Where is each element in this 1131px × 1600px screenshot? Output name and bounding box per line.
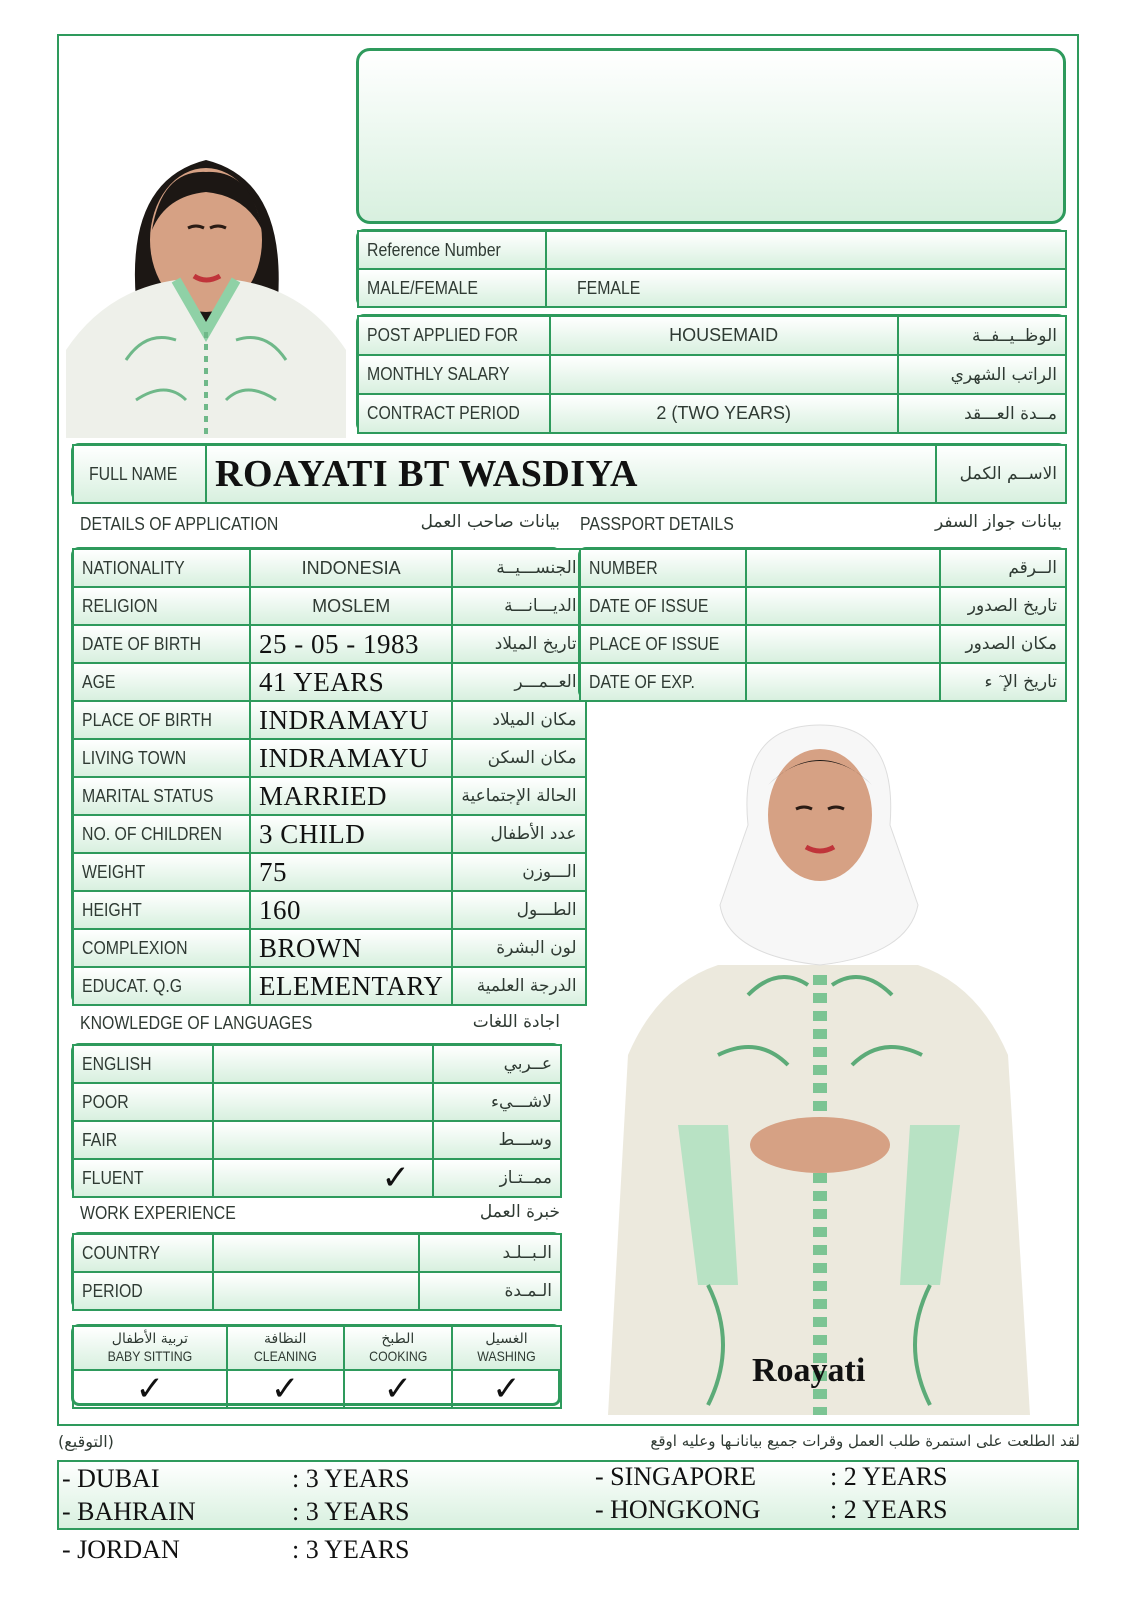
application-table <box>71 547 577 1004</box>
skill-check: ✓ <box>452 1370 561 1408</box>
language-arabic-text: ممــتـاز <box>499 1168 552 1188</box>
application-label-text: NO. OF CHILDREN <box>82 823 222 844</box>
application-value-text: INDRAMAYU <box>259 704 430 735</box>
passport-arabic <box>940 549 1066 587</box>
application-row <box>73 663 586 701</box>
language-check <box>213 1083 433 1121</box>
skill-arabic: الغسيل <box>485 1331 528 1347</box>
language-check <box>213 1045 433 1083</box>
reference-block <box>356 229 1066 307</box>
application-row <box>73 853 586 891</box>
application-value-text: BROWN <box>259 932 363 963</box>
application-arabic-text: الـــوزن <box>522 862 577 882</box>
skill-header <box>452 1326 561 1370</box>
full-body-photo <box>598 725 1040 1415</box>
skill-check: ✓ <box>73 1370 227 1408</box>
application-value-text: MARRIED <box>259 780 388 811</box>
application-value <box>250 777 452 815</box>
full-name-value: ROAYATI BT WASDIYA <box>206 445 936 503</box>
application-arabic <box>452 815 585 853</box>
language-check <box>213 1159 433 1197</box>
post-value: HOUSEMAID <box>550 316 898 355</box>
application-row <box>73 815 586 853</box>
work-row <box>73 1234 561 1272</box>
exp-country: - BAHRAIN <box>62 1497 196 1526</box>
application-value-text: 3 CHILD <box>259 818 366 849</box>
application-value-text: ELEMENTARY <box>259 970 444 1001</box>
language-label <box>73 1083 213 1121</box>
language-check-text: ✓ <box>381 1158 410 1198</box>
passport-label-text: NUMBER <box>589 557 658 578</box>
language-row <box>73 1083 561 1121</box>
skill-check: ✓ <box>344 1370 453 1408</box>
passport-value <box>746 625 940 663</box>
language-arabic <box>433 1121 561 1159</box>
work-label <box>73 1272 213 1310</box>
exp-country: - JORDAN <box>62 1535 180 1564</box>
passport-arabic <box>940 663 1066 701</box>
work-value <box>213 1272 419 1310</box>
application-label-text: DATE OF BIRTH <box>82 633 202 654</box>
passport-arabic <box>940 625 1066 663</box>
salary-value <box>550 355 898 394</box>
gender-label: MALE/FEMALE <box>367 277 478 298</box>
application-row <box>73 625 586 663</box>
application-arabic-text: لون البشرة <box>496 938 577 958</box>
post-arabic: الوظــيــفــة <box>898 316 1066 355</box>
application-label <box>73 777 250 815</box>
passport-arabic-text: مكان الصدور <box>965 634 1057 654</box>
passport-label <box>580 625 746 663</box>
work-arabic <box>419 1234 561 1272</box>
language-check <box>213 1121 433 1159</box>
exp-period: : 2 YEARS <box>830 1495 948 1524</box>
application-label <box>73 625 250 663</box>
application-arabic <box>452 967 585 1005</box>
passport-row <box>580 587 1066 625</box>
header-banner <box>356 48 1066 224</box>
application-arabic <box>452 625 585 663</box>
application-label-text: COMPLEXION <box>82 937 188 958</box>
application-row <box>73 549 586 587</box>
application-arabic <box>452 549 585 587</box>
application-arabic-text: الديـــانـــة <box>504 596 577 616</box>
skill-label: CLEANING <box>253 1348 317 1364</box>
application-arabic-text: الطـــول <box>516 900 577 920</box>
work-arabic-text: الـمـدة <box>504 1281 552 1301</box>
languages-table <box>71 1043 561 1198</box>
declaration-text: لقد الطلعت على استمرة طلب العمل وقرات جميع بيانانـها وعليه اوقع <box>650 1432 1080 1450</box>
passport-label-text: DATE OF EXP. <box>589 671 695 692</box>
gender-value: FEMALE <box>577 277 641 298</box>
passport-label <box>580 587 746 625</box>
application-arabic-text: الحالة الإجتماعية <box>461 786 577 806</box>
contract-arabic: مــدة العـــقد <box>898 394 1066 433</box>
gender-label-cell <box>358 269 546 307</box>
contract-label: CONTRACT PERIOD <box>367 403 520 423</box>
application-value <box>250 853 452 891</box>
application-label-text: NATIONALITY <box>82 557 185 578</box>
application-label-text: LIVING TOWN <box>82 747 187 768</box>
skills-table <box>71 1324 561 1409</box>
passport-title-arabic: بيانات جواز السفر <box>934 512 1062 532</box>
exp-period: : 2 YEARS <box>830 1462 948 1491</box>
work-arabic <box>419 1272 561 1310</box>
application-label <box>73 967 250 1005</box>
application-arabic-text: مكان الميلاد <box>492 710 577 730</box>
application-label <box>73 891 250 929</box>
languages-title-arabic: اجادة اللغات <box>472 1012 560 1032</box>
application-row <box>73 587 586 625</box>
application-title-arabic: بيانات صاحب العمل <box>420 512 560 532</box>
language-arabic <box>433 1045 561 1083</box>
application-arabic <box>452 929 585 967</box>
application-label <box>73 549 250 587</box>
work-label <box>73 1234 213 1272</box>
application-label-text: HEIGHT <box>82 899 142 920</box>
application-label <box>73 701 250 739</box>
post-block <box>356 314 1066 432</box>
application-title: DETAILS OF APPLICATION <box>80 514 279 534</box>
language-arabic-text: وســـط <box>498 1130 552 1150</box>
work-label-text: COUNTRY <box>82 1242 161 1263</box>
application-arabic-text: الدرجة العلمية <box>476 976 577 996</box>
application-label-text: WEIGHT <box>82 861 146 882</box>
application-row <box>73 701 586 739</box>
passport-label-text: DATE OF ISSUE <box>589 595 709 616</box>
passport-label-text: PLACE OF ISSUE <box>589 633 720 654</box>
application-value <box>250 587 452 625</box>
application-arabic-text: الجنســـيــة <box>496 558 577 578</box>
work-label-text: PERIOD <box>82 1280 143 1301</box>
skill-header <box>227 1326 344 1370</box>
language-label-text: FAIR <box>82 1129 118 1150</box>
language-label-text: ENGLISH <box>82 1053 152 1074</box>
application-row <box>73 967 586 1005</box>
exp-period: : 3 YEARS <box>292 1535 410 1564</box>
passport-arabic-text: الــرقم <box>1008 558 1057 578</box>
application-arabic <box>452 663 585 701</box>
application-value <box>250 739 452 777</box>
language-label-text: FLUENT <box>82 1167 144 1188</box>
photo-caption: Roayati <box>752 1352 866 1389</box>
salary-label: MONTHLY SALARY <box>367 364 510 384</box>
application-arabic <box>452 587 585 625</box>
passport-row <box>580 663 1066 701</box>
skill-label: COOKING <box>368 1348 427 1364</box>
application-value <box>250 891 452 929</box>
skill-label: WASHING <box>477 1348 536 1364</box>
full-name-block <box>71 443 1066 501</box>
skill-arabic: الطبخ <box>381 1331 415 1347</box>
application-value-text: INDRAMAYU <box>259 742 430 773</box>
skill-header <box>344 1326 453 1370</box>
passport-label <box>580 549 746 587</box>
passport-table <box>578 547 1066 699</box>
work-table <box>71 1232 561 1309</box>
salary-arabic: الراتب الشهري <box>898 355 1066 394</box>
reference-value <box>546 231 1066 269</box>
work-row <box>73 1272 561 1310</box>
application-label-text: PLACE OF BIRTH <box>82 709 212 730</box>
application-label <box>73 815 250 853</box>
application-arabic-text: تاريخ الميلاد <box>494 634 577 654</box>
application-arabic <box>452 739 585 777</box>
application-label-text: MARITAL STATUS <box>82 785 214 806</box>
application-label <box>73 739 250 777</box>
application-row <box>73 929 586 967</box>
application-value <box>250 815 452 853</box>
application-arabic <box>452 853 585 891</box>
passport-label <box>580 663 746 701</box>
application-value <box>250 929 452 967</box>
language-label <box>73 1121 213 1159</box>
application-row <box>73 777 586 815</box>
application-label <box>73 929 250 967</box>
application-label <box>73 853 250 891</box>
application-label-text: AGE <box>82 671 116 692</box>
skill-arabic: النظافة <box>264 1331 307 1347</box>
skill-arabic: تربية الأطفال <box>111 1331 189 1347</box>
language-arabic-text: عــربي <box>503 1054 552 1074</box>
application-label <box>73 587 250 625</box>
language-row <box>73 1045 561 1083</box>
work-title-arabic: خبرة العمل <box>479 1202 560 1222</box>
passport-title: PASSPORT DETAILS <box>580 514 734 534</box>
application-value <box>250 663 452 701</box>
skills-header-row <box>73 1326 561 1370</box>
skills-check-row <box>73 1370 561 1408</box>
contract-value: 2 (TWO YEARS) <box>550 394 898 433</box>
work-title: WORK EXPERIENCE <box>80 1203 236 1223</box>
exp-country: - SINGAPORE <box>595 1462 757 1491</box>
languages-title: KNOWLEDGE OF LANGUAGES <box>80 1013 313 1033</box>
application-value-text: INDONESIA <box>301 557 401 578</box>
passport-row <box>580 625 1066 663</box>
application-arabic-text: مكان السكن <box>487 748 577 768</box>
application-value-text: 25 - 05 - 1983 <box>259 628 419 659</box>
exp-country: - DUBAI <box>62 1464 160 1493</box>
passport-value <box>746 587 940 625</box>
passport-value <box>746 663 940 701</box>
application-value <box>250 549 452 587</box>
passport-value <box>746 549 940 587</box>
application-row <box>73 891 586 929</box>
reference-label-cell <box>358 231 546 269</box>
application-row <box>73 739 586 777</box>
application-arabic-text: عدد الأطفال <box>490 824 577 844</box>
application-value-text: 160 <box>259 894 302 925</box>
full-name-label: FULL NAME <box>89 463 178 484</box>
skill-label: BABY SITTING <box>107 1348 193 1364</box>
language-arabic <box>433 1083 561 1121</box>
passport-arabic-text: تاريخ الإ ٓ ء <box>984 672 1057 692</box>
reference-label: Reference Number <box>367 239 501 260</box>
language-label-text: POOR <box>82 1091 129 1112</box>
post-label: POST APPLIED FOR <box>367 325 519 345</box>
application-label-text: EDUCAT. Q.G <box>82 975 183 996</box>
application-value-text: 41 YEARS <box>259 666 385 697</box>
application-value <box>250 701 452 739</box>
portrait-photo <box>66 100 346 438</box>
skill-check: ✓ <box>227 1370 344 1408</box>
exp-period: : 3 YEARS <box>292 1497 410 1526</box>
work-value <box>213 1234 419 1272</box>
application-arabic <box>452 891 585 929</box>
application-arabic <box>452 777 585 815</box>
passport-arabic-text: تاريخ الصدور <box>967 596 1057 616</box>
passport-row <box>580 549 1066 587</box>
exp-period: : 3 YEARS <box>292 1464 410 1493</box>
application-value-text: 75 <box>259 856 288 887</box>
signature-label: (التوقيع) <box>58 1432 114 1451</box>
application-arabic <box>452 701 585 739</box>
language-label <box>73 1159 213 1197</box>
language-row <box>73 1121 561 1159</box>
application-value <box>250 967 452 1005</box>
skill-header <box>73 1326 227 1370</box>
passport-arabic <box>940 587 1066 625</box>
language-arabic-text: لاشـــيء <box>490 1092 552 1112</box>
language-label <box>73 1045 213 1083</box>
full-name-arabic: الاســم الكمل <box>936 445 1066 503</box>
application-label <box>73 663 250 701</box>
language-arabic <box>433 1159 561 1197</box>
application-label-text: RELIGION <box>82 595 158 616</box>
language-row <box>73 1159 561 1197</box>
application-arabic-text: العــمـــر <box>514 672 577 692</box>
application-value <box>250 625 452 663</box>
exp-country: - HONGKONG <box>595 1495 761 1524</box>
work-arabic-text: الـبــلـد <box>502 1243 552 1263</box>
application-value-text: MOSLEM <box>312 595 391 616</box>
